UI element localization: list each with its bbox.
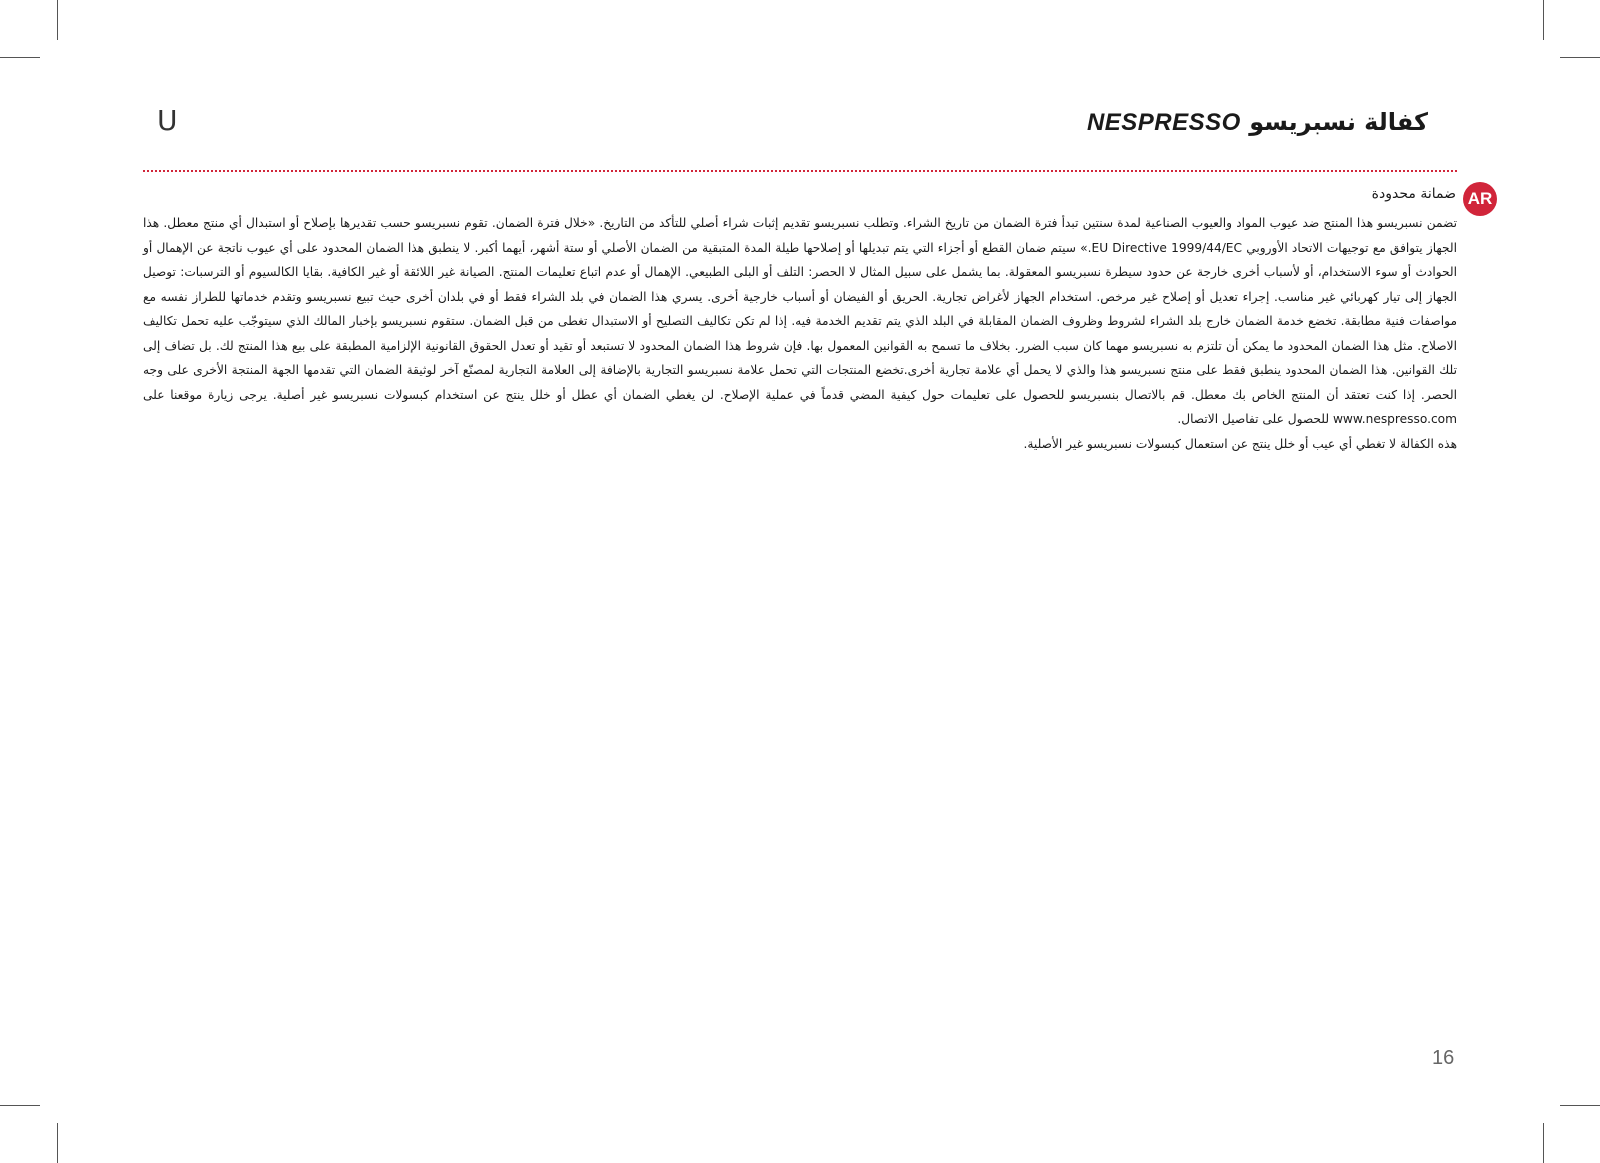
warranty-body bbox=[143, 211, 1457, 456]
crop-mark bbox=[1543, 1123, 1544, 1163]
crop-mark bbox=[57, 0, 58, 40]
page-title bbox=[1087, 108, 1428, 137]
crop-mark bbox=[1560, 1105, 1600, 1106]
warranty-closing-line: هذه الكفالة لا تغطي أي عيب أو خلل ينتج عن استعمال كبسولات نسبريسو غير الأصلية. bbox=[1023, 436, 1457, 451]
page-mark: U bbox=[157, 104, 178, 137]
brand-name: NESPRESSO bbox=[1086, 109, 1241, 136]
crop-mark bbox=[1543, 0, 1544, 40]
title-arabic: كفالة نسبريسو bbox=[1249, 108, 1428, 136]
crop-mark bbox=[0, 1105, 40, 1106]
crop-mark bbox=[0, 57, 40, 58]
warranty-paragraph: تضمن نسبريسو هذا المنتج ضد عيوب المواد والعيوب الصناعية لمدة سنتين تبدأ فترة الضمان من تاريخ الشراء. وتطلب نسبريسو تقديم إثبات شراء أصلي للتأكد من التاريخ. «خلال فترة الضمان. تقوم نسبريسو حسب تقديرها بإصلاح أو استبدال أي منتج معطل. هذا الجهاز يتوافق مع توجيهات الاتحاد الأوروبي EU Directive 1999/44/EC.» سيتم ضمان القطع أو أجزاء التي يتم تبديلها أو إصلاحها طيلة المدة المتبقية من الضمان الأصلي أو ستة أشهر، أيهما أكبر. لا ينطبق هذا الضمان المحدود على أي عيوب ناتجة عن الإهمال أو الحوادث أو سوء الاستخدام، أو لأسباب أخرى خارجة عن حدود سيطرة نسبريسو المعقولة. بما يشمل على سبيل المثال لا الحصر: التلف أو البلى الطبيعي. الإهمال أو عدم اتباع تعليمات المنتج. الصيانة غير اللائقة أو غير الكافية. بقايا الكالسيوم أو الترسبات: توصيل الجهاز إلى تيار كهربائي غير مناسب. إجراء تعديل أو إصلاح غير مرخص. استخدام الجهاز لأغراض تجارية. الحريق أو الفيضان أو أسباب خارجية أخرى. يسري هذا الضمان في بلد الشراء فقط أو في بلدان أخرى حيث تبيع نسبريسو وتقدم خدماتها للطراز نفسه مع مواصفات فنية مطابقة. تخضع خدمة الضمان خارج بلد الشراء لشروط وظروف الضمان المقابلة في البلد الذي يتم تقديم الخدمة فيه. إذا لم تكن تكاليف التصليح أو الاستبدال تغطى من قبل الضمان. ستقوم نسبريسو بإخبار المالك الذي سيتوجّب عليه تحمل تكاليف الاصلاح. مثل هذا الضمان المحدود ما يمكن أن تلتزم به نسبريسو مهما كان سبب الضرر. بخلاف ما تسمح به القوانين المعمول بها. فإن شروط هذا الضمان المحدود لا تستبعد أو تقيد أو تعدل الحقوق القانونية الإلزامية المطبقة على بيع هذا المنتج لك. بل تضاف إلى تلك القوانين. هذا الضمان المحدود ينطبق فقط على منتج نسبريسو هذا والذي لا يحمل أي علامة تجارية أخرى.تخضع المنتجات التي تحمل علامة نسبريسو التجارية بالإضافة إلى العلامة التجارية لمصنّع آخر لوثيقة الضمان التي تقدمها الجهة المنتجة الأخرى على وجه الحصر. إذا كنت تعتقد أن المنتج الخاص بك معطل. قم بالاتصال بنسبريسو للحصول على تعليمات حول كيفية المضي قدماً في عملية الإصلاح. لن يغطي الضمان أي عطل أو خلل ينتج عن استخدام كبسولات نسبريسو غير أصلية. يرجى زيارة موقعنا على www.nespresso.com للحصول على تفاصيل الاتصال. bbox=[143, 216, 1458, 426]
dotted-divider bbox=[143, 170, 1457, 172]
crop-mark bbox=[57, 1123, 58, 1163]
language-badge: AR bbox=[1463, 182, 1497, 216]
section-heading: ضمانة محدودة bbox=[1371, 186, 1456, 202]
page-number: 16 bbox=[1432, 1047, 1455, 1069]
crop-mark bbox=[1560, 57, 1600, 58]
